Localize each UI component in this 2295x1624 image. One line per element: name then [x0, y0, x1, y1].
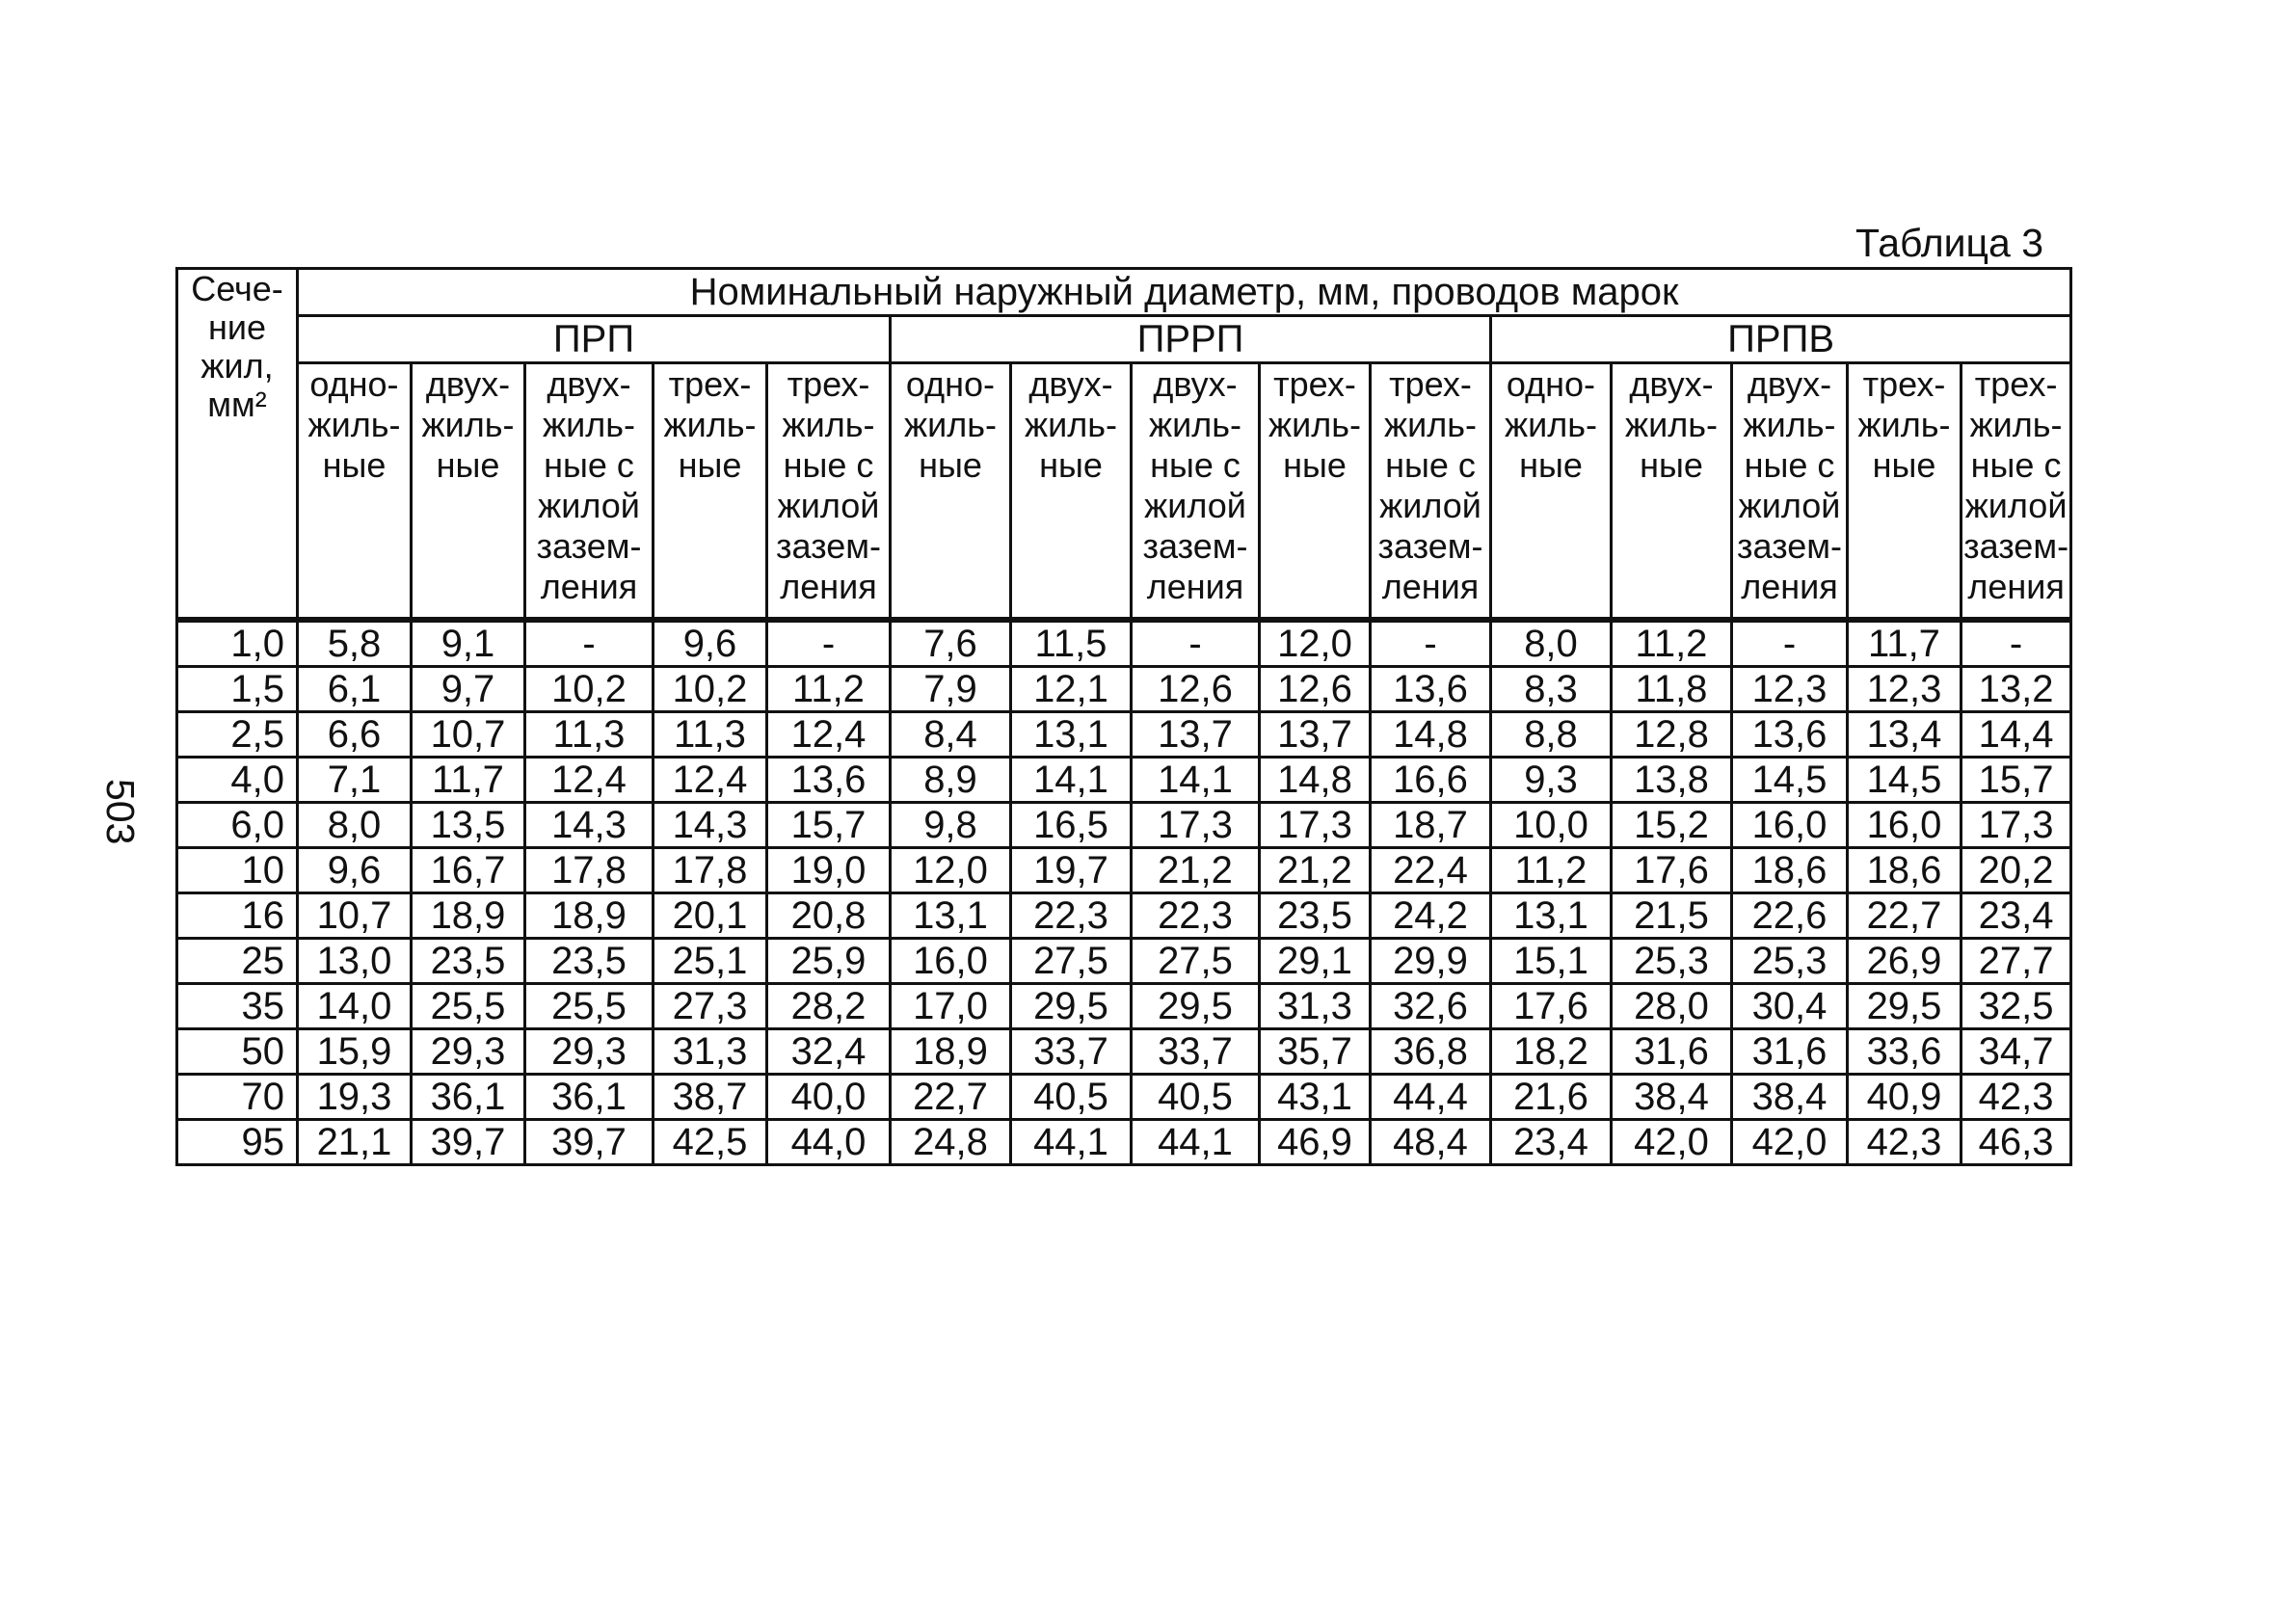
- diameter-cell: 40,9: [1848, 1075, 1961, 1120]
- section-cell: 50: [177, 1029, 298, 1075]
- diameter-cell: 13,7: [1132, 712, 1260, 758]
- diameter-cell: 10,2: [525, 667, 654, 712]
- diameter-cell: 38,4: [1612, 1075, 1732, 1120]
- diameter-cell: 44,0: [767, 1120, 891, 1165]
- section-cell: 1,5: [177, 667, 298, 712]
- diameter-cell: 12,3: [1732, 667, 1848, 712]
- diameter-cell: 44,4: [1371, 1075, 1491, 1120]
- diameter-cell: 13,7: [1260, 712, 1371, 758]
- diameter-cell: 9,7: [412, 667, 525, 712]
- diameter-cell: 29,5: [1011, 984, 1132, 1029]
- diameter-cell: 25,9: [767, 939, 891, 984]
- subheader-two-core: двух- жиль- ные: [1612, 363, 1732, 621]
- subheader-two-core: двух- жиль- ные: [1011, 363, 1132, 621]
- diameter-cell: 9,6: [654, 620, 767, 667]
- table-row: [177, 1120, 2071, 1165]
- diameter-cell: 24,8: [891, 1120, 1011, 1165]
- diameter-cell: 18,2: [1491, 1029, 1612, 1075]
- diameter-cell: 12,6: [1260, 667, 1371, 712]
- table-row: [177, 893, 2071, 939]
- diameter-cell: 36,1: [412, 1075, 525, 1120]
- diameter-cell: 23,5: [412, 939, 525, 984]
- diameter-cell: 13,2: [1961, 667, 2071, 712]
- diameter-cell: 42,3: [1961, 1075, 2071, 1120]
- diameter-cell: 9,3: [1491, 758, 1612, 803]
- diameter-cell: 23,5: [525, 939, 654, 984]
- diameter-cell: -: [525, 620, 654, 667]
- diameter-cell: 15,7: [1961, 758, 2071, 803]
- diameter-cell: 6,1: [298, 667, 412, 712]
- diameter-cell: 33,7: [1011, 1029, 1132, 1075]
- diameter-cell: 20,2: [1961, 848, 2071, 893]
- diameter-cell: 13,6: [767, 758, 891, 803]
- diameter-cell: 11,3: [525, 712, 654, 758]
- diameter-cell: 9,8: [891, 803, 1011, 848]
- section-cell: 10: [177, 848, 298, 893]
- section-cell: 35: [177, 984, 298, 1029]
- diameter-cell: 13,4: [1848, 712, 1961, 758]
- section-cell: 4,0: [177, 758, 298, 803]
- diameter-cell: 12,4: [767, 712, 891, 758]
- diameter-cell: 31,6: [1612, 1029, 1732, 1075]
- section-cell: 25: [177, 939, 298, 984]
- diameter-cell: 29,1: [1260, 939, 1371, 984]
- diameter-cell: 22,4: [1371, 848, 1491, 893]
- diameter-cell: 19,3: [298, 1075, 412, 1120]
- diameter-cell: 23,4: [1961, 893, 2071, 939]
- diameter-cell: -: [767, 620, 891, 667]
- diameter-cell: 39,7: [525, 1120, 654, 1165]
- diameter-cell: 21,2: [1132, 848, 1260, 893]
- diameter-cell: 30,4: [1732, 984, 1848, 1029]
- subheader-single-core: одно- жиль- ные: [1491, 363, 1612, 621]
- subheader-two-core-earth: двух- жиль- ные с жилой зазем- ления: [525, 363, 654, 621]
- diameter-cell: 34,7: [1961, 1029, 2071, 1075]
- subheader-two-core-earth: двух- жиль- ные с жилой зазем- ления: [1132, 363, 1260, 621]
- diameter-cell: 42,5: [654, 1120, 767, 1165]
- table-row: [177, 1075, 2071, 1120]
- diameter-cell: 11,2: [767, 667, 891, 712]
- diameter-cell: 29,3: [525, 1029, 654, 1075]
- diameter-cell: 28,2: [767, 984, 891, 1029]
- diameter-cell: 21,1: [298, 1120, 412, 1165]
- diameter-cell: 15,9: [298, 1029, 412, 1075]
- diameter-cell: 10,0: [1491, 803, 1612, 848]
- diameter-cell: 17,6: [1612, 848, 1732, 893]
- diameter-cell: 31,3: [1260, 984, 1371, 1029]
- diameter-cell: 14,1: [1132, 758, 1260, 803]
- diameter-cell: 18,9: [412, 893, 525, 939]
- diameter-cell: 31,3: [654, 1029, 767, 1075]
- diameter-cell: 15,7: [767, 803, 891, 848]
- diameter-cell: 13,0: [298, 939, 412, 984]
- section-cell: 95: [177, 1120, 298, 1165]
- diameter-cell: 9,6: [298, 848, 412, 893]
- table-caption: Таблица 3: [1855, 221, 2043, 265]
- diameter-cell: 17,3: [1260, 803, 1371, 848]
- diameter-cell: 23,5: [1260, 893, 1371, 939]
- subheader-three-core-earth: трех- жиль- ные с жилой зазем- ления: [1961, 363, 2071, 621]
- diameter-cell: -: [1732, 620, 1848, 667]
- subheader-three-core-earth: трех- жиль- ные с жилой зазем- ления: [767, 363, 891, 621]
- diameter-cell: 33,7: [1132, 1029, 1260, 1075]
- diameter-cell: 7,1: [298, 758, 412, 803]
- diameter-cell: 19,7: [1011, 848, 1132, 893]
- diameter-cell: 14,3: [525, 803, 654, 848]
- diameter-cell: 38,4: [1732, 1075, 1848, 1120]
- diameter-cell: -: [1371, 620, 1491, 667]
- table-body: [177, 620, 2071, 1165]
- diameter-cell: 13,1: [891, 893, 1011, 939]
- diameter-cell: 7,9: [891, 667, 1011, 712]
- diameter-cell: 12,4: [654, 758, 767, 803]
- diameter-cell: 43,1: [1260, 1075, 1371, 1120]
- diameter-cell: 10,7: [412, 712, 525, 758]
- diameter-cell: 11,2: [1612, 620, 1732, 667]
- diameter-cell: 25,5: [525, 984, 654, 1029]
- diameter-cell: 25,1: [654, 939, 767, 984]
- diameter-cell: 5,8: [298, 620, 412, 667]
- diameter-cell: 42,0: [1732, 1120, 1848, 1165]
- diameter-cell: 39,7: [412, 1120, 525, 1165]
- diameter-cell: 17,6: [1491, 984, 1612, 1029]
- diameter-cell: 27,3: [654, 984, 767, 1029]
- diameter-cell: 13,6: [1371, 667, 1491, 712]
- diameter-cell: 32,5: [1961, 984, 2071, 1029]
- diameter-cell: 16,5: [1011, 803, 1132, 848]
- diameter-cell: 14,8: [1371, 712, 1491, 758]
- diameter-cell: 18,6: [1848, 848, 1961, 893]
- diameter-cell: 21,2: [1260, 848, 1371, 893]
- subheader-two-core-earth: двух- жиль- ные с жилой зазем- ления: [1732, 363, 1848, 621]
- table-row: [177, 803, 2071, 848]
- diameter-cell: 10,7: [298, 893, 412, 939]
- diameter-cell: 10,2: [654, 667, 767, 712]
- diameter-cell: -: [1961, 620, 2071, 667]
- table-row: [177, 667, 2071, 712]
- diameter-cell: 40,5: [1132, 1075, 1260, 1120]
- diameter-cell: 42,0: [1612, 1120, 1732, 1165]
- diameter-cell: 44,1: [1132, 1120, 1260, 1165]
- diameter-cell: 20,1: [654, 893, 767, 939]
- table-row: [177, 984, 2071, 1029]
- diameter-cell: 46,9: [1260, 1120, 1371, 1165]
- diameter-cell: 14,5: [1848, 758, 1961, 803]
- subheader-three-core-earth: трех- жиль- ные с жилой зазем- ления: [1371, 363, 1491, 621]
- diameter-cell: 29,5: [1848, 984, 1961, 1029]
- diameter-cell: 33,6: [1848, 1029, 1961, 1075]
- diameter-cell: 13,5: [412, 803, 525, 848]
- diameter-cell: 14,3: [654, 803, 767, 848]
- diameter-cell: 12,6: [1132, 667, 1260, 712]
- diameter-cell: 18,6: [1732, 848, 1848, 893]
- subheader-single-core: одно- жиль- ные: [298, 363, 412, 621]
- diameter-cell: 28,0: [1612, 984, 1732, 1029]
- diameter-cell: 14,4: [1961, 712, 2071, 758]
- diameter-cell: 31,6: [1732, 1029, 1848, 1075]
- diameter-cell: 12,4: [525, 758, 654, 803]
- diameter-cell: 27,7: [1961, 939, 2071, 984]
- section-cell: 16: [177, 893, 298, 939]
- diameter-cell: 35,7: [1260, 1029, 1371, 1075]
- diameter-cell: 14,1: [1011, 758, 1132, 803]
- diameter-cell: 12,8: [1612, 712, 1732, 758]
- diameter-cell: 8,4: [891, 712, 1011, 758]
- table-row: [177, 1029, 2071, 1075]
- diameter-cell: 13,1: [1011, 712, 1132, 758]
- diameter-cell: 19,0: [767, 848, 891, 893]
- subheader-three-core: трех- жиль- ные: [1848, 363, 1961, 621]
- subheader-single-core: одно- жиль- ные: [891, 363, 1011, 621]
- diameter-cell: 11,7: [412, 758, 525, 803]
- diameter-cell: 11,2: [1491, 848, 1612, 893]
- diameter-cell: 23,4: [1491, 1120, 1612, 1165]
- diameter-cell: 13,1: [1491, 893, 1612, 939]
- table-row: [177, 848, 2071, 893]
- subheader-two-core: двух- жиль- ные: [412, 363, 525, 621]
- diameter-cell: 13,8: [1612, 758, 1732, 803]
- diameter-cell: 40,5: [1011, 1075, 1132, 1120]
- diameter-cell: 14,8: [1260, 758, 1371, 803]
- diameter-table: [175, 267, 2072, 1166]
- diameter-cell: 21,6: [1491, 1075, 1612, 1120]
- diameter-cell: 32,4: [767, 1029, 891, 1075]
- diameter-cell: 16,0: [1848, 803, 1961, 848]
- diameter-cell: 14,0: [298, 984, 412, 1029]
- diameter-cell: 25,3: [1732, 939, 1848, 984]
- diameter-cell: 17,0: [891, 984, 1011, 1029]
- section-cell: 2,5: [177, 712, 298, 758]
- subheader-three-core: трех- жиль- ные: [1260, 363, 1371, 621]
- diameter-cell: 26,9: [1848, 939, 1961, 984]
- page-number: 503: [98, 779, 143, 845]
- diameter-cell: 22,7: [891, 1075, 1011, 1120]
- diameter-cell: 12,0: [1260, 620, 1371, 667]
- diameter-cell: 38,7: [654, 1075, 767, 1120]
- diameter-cell: 11,3: [654, 712, 767, 758]
- diameter-cell: 44,1: [1011, 1120, 1132, 1165]
- diameter-cell: 36,1: [525, 1075, 654, 1120]
- diameter-cell: 18,9: [891, 1029, 1011, 1075]
- diameter-cell: 17,8: [654, 848, 767, 893]
- section-header: Сече- ние жил, мм²: [177, 269, 298, 621]
- diameter-cell: 18,9: [525, 893, 654, 939]
- diameter-cell: 11,7: [1848, 620, 1961, 667]
- diameter-cell: 8,8: [1491, 712, 1612, 758]
- diameter-cell: 13,6: [1732, 712, 1848, 758]
- diameter-cell: 12,0: [891, 848, 1011, 893]
- diameter-cell: 6,6: [298, 712, 412, 758]
- diameter-cell: 16,0: [1732, 803, 1848, 848]
- diameter-cell: -: [1132, 620, 1260, 667]
- diameter-cell: 40,0: [767, 1075, 891, 1120]
- diameter-cell: 22,6: [1732, 893, 1848, 939]
- diameter-cell: 42,3: [1848, 1120, 1961, 1165]
- diameter-cell: 12,3: [1848, 667, 1961, 712]
- table-row: [177, 712, 2071, 758]
- table-container: [175, 267, 2069, 1166]
- diameter-cell: 15,2: [1612, 803, 1732, 848]
- subheader-three-core: трех- жиль- ные: [654, 363, 767, 621]
- group-header-prp: ПРП: [298, 316, 891, 363]
- diameter-cell: 17,3: [1961, 803, 2071, 848]
- diameter-cell: 29,9: [1371, 939, 1491, 984]
- diameter-cell: 25,3: [1612, 939, 1732, 984]
- diameter-cell: 8,9: [891, 758, 1011, 803]
- diameter-cell: 15,1: [1491, 939, 1612, 984]
- diameter-cell: 9,1: [412, 620, 525, 667]
- diameter-cell: 22,7: [1848, 893, 1961, 939]
- diameter-cell: 12,1: [1011, 667, 1132, 712]
- diameter-cell: 24,2: [1371, 893, 1491, 939]
- diameter-cell: 32,6: [1371, 984, 1491, 1029]
- table-row: [177, 620, 2071, 667]
- diameter-cell: 8,0: [298, 803, 412, 848]
- section-cell: 70: [177, 1075, 298, 1120]
- diameter-cell: 16,6: [1371, 758, 1491, 803]
- diameter-cell: 29,3: [412, 1029, 525, 1075]
- diameter-cell: 17,8: [525, 848, 654, 893]
- diameter-cell: 27,5: [1132, 939, 1260, 984]
- diameter-cell: 25,5: [412, 984, 525, 1029]
- diameter-cell: 16,0: [891, 939, 1011, 984]
- diameter-cell: 18,7: [1371, 803, 1491, 848]
- diameter-cell: 7,6: [891, 620, 1011, 667]
- diameter-cell: 8,3: [1491, 667, 1612, 712]
- diameter-cell: 48,4: [1371, 1120, 1491, 1165]
- diameter-cell: 14,5: [1732, 758, 1848, 803]
- table-row: [177, 758, 2071, 803]
- main-header: Номинальный наружный диаметр, мм, проводов марок: [298, 269, 2071, 316]
- diameter-cell: 22,3: [1011, 893, 1132, 939]
- diameter-cell: 21,5: [1612, 893, 1732, 939]
- section-cell: 1,0: [177, 620, 298, 667]
- group-header-prpv: ПРПВ: [1491, 316, 2071, 363]
- diameter-cell: 11,5: [1011, 620, 1132, 667]
- diameter-cell: 22,3: [1132, 893, 1260, 939]
- diameter-cell: 27,5: [1011, 939, 1132, 984]
- diameter-cell: 46,3: [1961, 1120, 2071, 1165]
- diameter-cell: 11,8: [1612, 667, 1732, 712]
- diameter-cell: 16,7: [412, 848, 525, 893]
- diameter-cell: 29,5: [1132, 984, 1260, 1029]
- diameter-cell: 17,3: [1132, 803, 1260, 848]
- table-row: [177, 939, 2071, 984]
- diameter-cell: 36,8: [1371, 1029, 1491, 1075]
- diameter-cell: 8,0: [1491, 620, 1612, 667]
- section-cell: 6,0: [177, 803, 298, 848]
- diameter-cell: 20,8: [767, 893, 891, 939]
- group-header-prrp: ПРРП: [891, 316, 1491, 363]
